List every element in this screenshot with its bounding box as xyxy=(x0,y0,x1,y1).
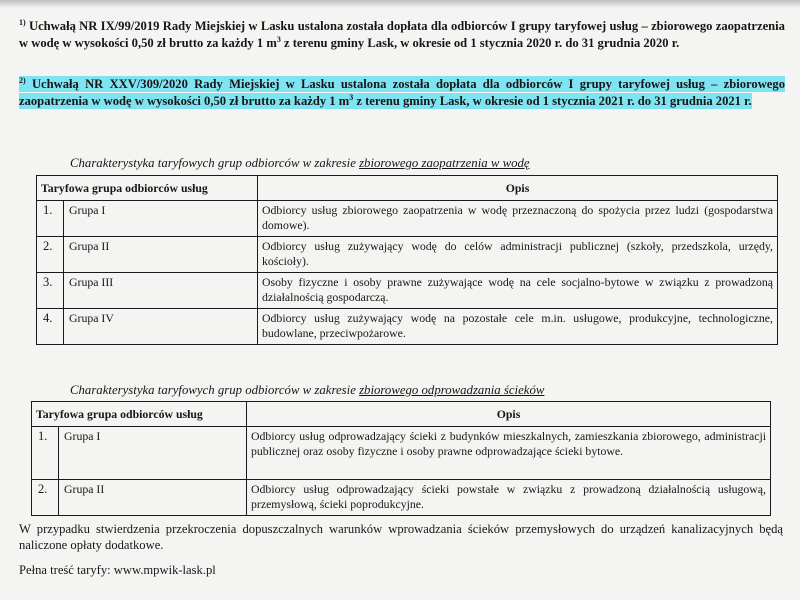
row-number: 2. xyxy=(32,480,59,516)
row-description: Odbiorcy usług zużywający wodę do celów administracji publicznej (szkoły, przedszkola, urzędy, kościoły). xyxy=(258,237,778,273)
table-row xyxy=(37,201,778,237)
table-row xyxy=(32,480,771,516)
footnote-1 xyxy=(19,18,785,51)
full-tariff-link-line: Pełna treść taryfy: www.mpwik-lask.pl xyxy=(19,563,216,577)
water-groups-table xyxy=(36,175,778,345)
row-number: 4. xyxy=(37,309,64,345)
footnote-2-highlight xyxy=(19,76,785,109)
table-row xyxy=(37,273,778,309)
sewage-caption-prefix: Charakterystyka taryfowych grup odbiorców w zakresie xyxy=(70,383,360,397)
row-group: Grupa II xyxy=(59,480,247,516)
sewage-header-group: Taryfowa grupa odbiorców usług xyxy=(32,402,247,427)
table-row xyxy=(32,427,771,480)
footnote-1-unit-sup: 3 xyxy=(276,34,281,44)
row-number: 1. xyxy=(37,201,64,237)
row-number: 2. xyxy=(37,237,64,273)
sewage-header-desc: Opis xyxy=(247,402,771,427)
footnote-1-marker: 1) xyxy=(19,18,26,27)
sewage-caption-underlined: zbiorowego odprowadzania ścieków xyxy=(359,383,545,397)
sewage-table-header xyxy=(32,402,771,427)
footnote-1-text: Uchwałą NR IX/99/2019 Rady Miejskiej w Lasku ustalona została dopłata dla odbiorców I grupy taryfowej usług – zbiorowego zaopatrzenia w wodę w wysokości 0,50 zł brutto za każdy 1 m xyxy=(19,19,785,50)
surcharge-paragraph: W przypadku stwierdzenia przekroczenia dopuszczalnych warunków wprowadzania ścieków przemysłowych do urządzeń kanalizacyjnych będą naliczone opłaty dodatkowe. xyxy=(19,522,783,552)
row-group: Grupa I xyxy=(59,427,247,480)
row-description: Osoby fizyczne i osoby prawne zużywające wodę na cele socjalno-bytowe w związku z prowadzoną działalnością gospodarczą. xyxy=(258,273,778,309)
row-group: Grupa III xyxy=(64,273,258,309)
footnote-2-marker: 2) xyxy=(19,76,26,85)
table-row xyxy=(37,309,778,345)
footnote-2 xyxy=(19,76,785,109)
water-caption-prefix: Charakterystyka taryfowych grup odbiorców w zakresie xyxy=(70,156,360,170)
table-row xyxy=(37,237,778,273)
footnote-2-text: Uchwałą NR XXV/309/2020 Rady Miejskiej w Lasku ustalona została dopłata dla odbiorców I grupy taryfowej usług – zbiorowego zaopatrzenia w wodę w wysokości 0,50 zł brutto za każdy 1 m xyxy=(19,77,785,108)
water-header-group: Taryfowa grupa odbiorców usług xyxy=(37,176,258,201)
page-top-edge xyxy=(0,0,800,8)
sewage-table-caption xyxy=(70,383,544,398)
sewage-groups-table xyxy=(31,401,771,516)
row-description: Odbiorcy usług zbiorowego zaopatrzenia w wodę przeznaczoną do spożycia przez ludzi (gospodarstwa domowe). xyxy=(258,201,778,237)
footnote-2-tail: z terenu gminy Lask, w okresie od 1 stycznia 2021 r. do 31 grudnia 2021 r. xyxy=(353,93,752,108)
water-caption-underlined: zbiorowego zaopatrzenia w wodę xyxy=(359,156,530,170)
row-group: Grupa I xyxy=(64,201,258,237)
water-table-header xyxy=(37,176,778,201)
row-description: Odbiorcy usług zużywający wodę na pozostałe cele m.in. usługowe, produkcyjne, technologiczne, budowlane, przeciwpożarowe. xyxy=(258,309,778,345)
footnote-1-tail: z terenu gminy Lask, w okresie od 1 stycznia 2020 r. do 31 grudnia 2020 r. xyxy=(280,35,680,50)
row-group: Grupa IV xyxy=(64,309,258,345)
row-number: 1. xyxy=(32,427,59,480)
footnote-2-unit-sup: 3 xyxy=(349,92,354,102)
row-number: 3. xyxy=(37,273,64,309)
water-header-desc: Opis xyxy=(258,176,778,201)
row-group: Grupa II xyxy=(64,237,258,273)
row-description: Odbiorcy usług odprowadzający ścieki z budynków mieszkalnych, zamieszkania zbiorowego, administracji publicznej oraz osoby fizyczne i osoby prawne odprowadzające ścieki bytowe. xyxy=(247,427,771,480)
row-description: Odbiorcy usług odprowadzający ścieki powstałe w związku z prowadzoną działalnością usługową, przemysłową, ścieki poprodukcyjne. xyxy=(247,480,771,516)
water-table-caption xyxy=(70,156,530,171)
